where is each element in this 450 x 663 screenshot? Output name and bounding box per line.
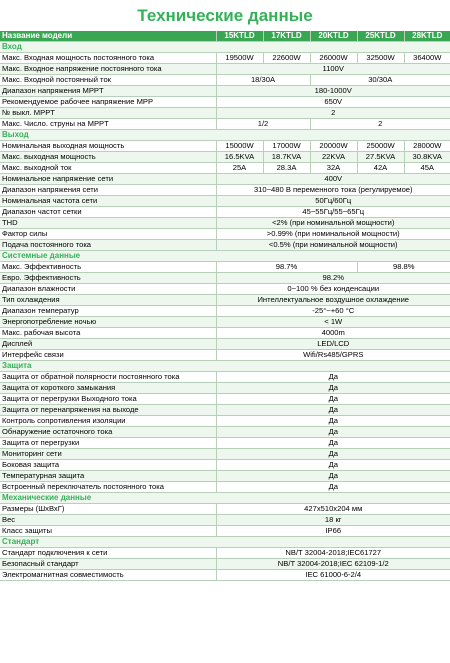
spec-value: 20000W xyxy=(310,141,357,152)
spec-label: Макс. Входная мощность постоянного тока xyxy=(0,53,216,64)
spec-label: THD xyxy=(0,218,216,229)
spec-row xyxy=(0,317,450,328)
spec-label: Диапазон напряжения сети xyxy=(0,185,216,196)
spec-row xyxy=(0,350,450,361)
spec-label: Дисплей xyxy=(0,339,216,350)
spec-row xyxy=(0,427,450,438)
spec-label: Защита от короткого замыкания xyxy=(0,383,216,394)
spec-value: 18.7KVA xyxy=(263,152,310,163)
model-header: 28KTLD xyxy=(404,31,450,42)
spec-row xyxy=(0,460,450,471)
spec-row xyxy=(0,548,450,559)
spec-row xyxy=(0,284,450,295)
spec-row xyxy=(0,141,450,152)
model-header: 25KTLD xyxy=(357,31,404,42)
section-header-row xyxy=(0,42,450,53)
spec-label: Макс. Число. струны на MPPT xyxy=(0,119,216,130)
spec-value: <2% (при номинальной мощности) xyxy=(216,218,450,229)
spec-label: Диапазон влажности xyxy=(0,284,216,295)
section-header-row xyxy=(0,361,450,372)
spec-label: Защита от перегрузки xyxy=(0,438,216,449)
spec-row xyxy=(0,174,450,185)
section-title: Защита xyxy=(0,361,450,372)
spec-label: Защита от перегрузки Выходного тока xyxy=(0,394,216,405)
spec-row xyxy=(0,328,450,339)
spec-label: Электромагнитная совместимость xyxy=(0,570,216,581)
spec-value: Да xyxy=(216,460,450,471)
spec-label: № выкл. MPPT xyxy=(0,108,216,119)
spec-label: Размеры (ШхВхГ) xyxy=(0,504,216,515)
spec-row xyxy=(0,449,450,460)
spec-value: 32A xyxy=(310,163,357,174)
spec-value: 4000m xyxy=(216,328,450,339)
spec-label: Фактор силы xyxy=(0,229,216,240)
spec-label: Встроенный переключатель постоянного тока xyxy=(0,482,216,493)
spec-label: Контроль сопротивления изоляции xyxy=(0,416,216,427)
spec-value: 45~55Гц/55~65Гц xyxy=(216,207,450,218)
spec-value: Да xyxy=(216,471,450,482)
spec-label: Защита от перенапряжения на выходе xyxy=(0,405,216,416)
spec-label: Диапазон частот сетки xyxy=(0,207,216,218)
spec-row xyxy=(0,306,450,317)
spec-value: 30.8KVA xyxy=(404,152,450,163)
spec-value: 32500W xyxy=(357,53,404,64)
section-title: Выход xyxy=(0,130,450,141)
spec-row xyxy=(0,416,450,427)
spec-label: Диапазон температур xyxy=(0,306,216,317)
spec-row xyxy=(0,482,450,493)
page-title: Технические данные xyxy=(137,6,313,25)
spec-value: 36400W xyxy=(404,53,450,64)
spec-value: 18 кг xyxy=(216,515,450,526)
spec-value: 16.5KVA xyxy=(216,152,263,163)
section-title: Механические данные xyxy=(0,493,450,504)
spec-label: Макс. рабочая высота xyxy=(0,328,216,339)
spec-row xyxy=(0,97,450,108)
spec-value: NB/T 32004-2018;IEC 62109-1/2 xyxy=(216,559,450,570)
spec-value: 0~100 % без конденсации xyxy=(216,284,450,295)
spec-label: Интерфейс связи xyxy=(0,350,216,361)
spec-row xyxy=(0,438,450,449)
spec-row xyxy=(0,570,450,581)
spec-label: Макс. Входное напряжение постоянного тока xyxy=(0,64,216,75)
spec-label: Тип охлаждения xyxy=(0,295,216,306)
spec-value: 1/2 xyxy=(216,119,310,130)
spec-value: 22KVA xyxy=(310,152,357,163)
spec-row xyxy=(0,196,450,207)
spec-label: Евро. Эффективность xyxy=(0,273,216,284)
spec-value: Да xyxy=(216,372,450,383)
spec-row xyxy=(0,163,450,174)
section-header-row xyxy=(0,251,450,262)
spec-value: 17000W xyxy=(263,141,310,152)
spec-value: 98.7% xyxy=(216,262,357,273)
spec-value: 2 xyxy=(216,108,450,119)
spec-row xyxy=(0,119,450,130)
spec-value: <0.5% (при номинальной мощности) xyxy=(216,240,450,251)
spec-row xyxy=(0,207,450,218)
spec-value: IP66 xyxy=(216,526,450,537)
model-name-label: Название модели xyxy=(0,31,216,42)
spec-value: Да xyxy=(216,416,450,427)
spec-value: Wifi/Rs485/GPRS xyxy=(216,350,450,361)
spec-label: Защита от обратной полярности постоянного тока xyxy=(0,372,216,383)
spec-label: Макс. выходной ток xyxy=(0,163,216,174)
spec-label: Номинальное напряжение сети xyxy=(0,174,216,185)
spec-row xyxy=(0,64,450,75)
spec-label: Рекомендуемое рабочее напряжение MPP xyxy=(0,97,216,108)
spec-value: 22600W xyxy=(263,53,310,64)
spec-label: Стандарт подключения к сети xyxy=(0,548,216,559)
spec-row xyxy=(0,559,450,570)
spec-value: Да xyxy=(216,427,450,438)
spec-row xyxy=(0,504,450,515)
spec-value: 45A xyxy=(404,163,450,174)
spec-row xyxy=(0,515,450,526)
section-header-row xyxy=(0,493,450,504)
spec-value: 180-1000V xyxy=(216,86,450,97)
spec-label: Температурная защита xyxy=(0,471,216,482)
spec-value: < 1W xyxy=(216,317,450,328)
spec-row xyxy=(0,229,450,240)
spec-value: -25°~+60 °C xyxy=(216,306,450,317)
model-header: 20KTLD xyxy=(310,31,357,42)
spec-value: NB/T 32004-2018;IEC61727 xyxy=(216,548,450,559)
spec-row xyxy=(0,383,450,394)
spec-value: 310~480 В переменного тока (регулируемое) xyxy=(216,185,450,196)
spec-value: 1100V xyxy=(216,64,450,75)
spec-row xyxy=(0,273,450,284)
spec-value: IEC 61000-6-2/4 xyxy=(216,570,450,581)
spec-value: 2 xyxy=(310,119,450,130)
spec-label: Обнаружение остаточного тока xyxy=(0,427,216,438)
spec-value: 26000W xyxy=(310,53,357,64)
spec-value: LED/LCD xyxy=(216,339,450,350)
spec-value: 18/30A xyxy=(216,75,310,86)
spec-label: Боковая защита xyxy=(0,460,216,471)
spec-row xyxy=(0,240,450,251)
model-header: 15KTLD xyxy=(216,31,263,42)
spec-label: Мониторинг сети xyxy=(0,449,216,460)
spec-value: 98.2% xyxy=(216,273,450,284)
spec-label: Номинальная выходная мощность xyxy=(0,141,216,152)
spec-label: Диапазон напряжения MPPT xyxy=(0,86,216,97)
model-header: 17KTLD xyxy=(263,31,310,42)
spec-value: 650V xyxy=(216,97,450,108)
spec-value: >0.99% (при номинальной мощности) xyxy=(216,229,450,240)
spec-row xyxy=(0,394,450,405)
spec-value: 27.5KVA xyxy=(357,152,404,163)
spec-value: 98.8% xyxy=(357,262,450,273)
spec-row xyxy=(0,295,450,306)
spec-label: Номинальная частота сети xyxy=(0,196,216,207)
spec-row xyxy=(0,372,450,383)
spec-value: 28000W xyxy=(404,141,450,152)
spec-row xyxy=(0,471,450,482)
spec-row xyxy=(0,339,450,350)
spec-value: Да xyxy=(216,383,450,394)
spec-label: Макс. выходная мощность xyxy=(0,152,216,163)
spec-label: Класс защиты xyxy=(0,526,216,537)
spec-label: Макс. Входной постоянный ток xyxy=(0,75,216,86)
spec-value: 28.3A xyxy=(263,163,310,174)
spec-value: 30/30A xyxy=(310,75,450,86)
spec-value: 42A xyxy=(357,163,404,174)
spec-value: 427x510x204 мм xyxy=(216,504,450,515)
spec-value: Да xyxy=(216,405,450,416)
spec-row xyxy=(0,185,450,196)
spec-value: 19500W xyxy=(216,53,263,64)
spec-label: Вес xyxy=(0,515,216,526)
spec-table xyxy=(0,31,450,581)
spec-row xyxy=(0,152,450,163)
spec-value: 15000W xyxy=(216,141,263,152)
spec-label: Макс. Эффективность xyxy=(0,262,216,273)
spec-label: Энергопотребление ночью xyxy=(0,317,216,328)
header-row xyxy=(0,31,450,42)
spec-row xyxy=(0,75,450,86)
spec-value: 50Гц/60Гц xyxy=(216,196,450,207)
spec-row xyxy=(0,108,450,119)
spec-row xyxy=(0,526,450,537)
section-header-row xyxy=(0,130,450,141)
spec-value: 400V xyxy=(216,174,450,185)
spec-value: Да xyxy=(216,482,450,493)
spec-value: 25A xyxy=(216,163,263,174)
spec-value: 25000W xyxy=(357,141,404,152)
spec-row xyxy=(0,86,450,97)
spec-value: Да xyxy=(216,449,450,460)
section-title: Системные данные xyxy=(0,251,450,262)
spec-value: Да xyxy=(216,394,450,405)
section-header-row xyxy=(0,537,450,548)
spec-value: Да xyxy=(216,438,450,449)
section-title: Стандарт xyxy=(0,537,450,548)
spec-label: Подача постоянного тока xyxy=(0,240,216,251)
spec-value: Интеллектуальное воздушное охлаждение xyxy=(216,295,450,306)
spec-row xyxy=(0,218,450,229)
spec-row xyxy=(0,405,450,416)
spec-row xyxy=(0,262,450,273)
spec-row xyxy=(0,53,450,64)
section-title: Вход xyxy=(0,42,450,53)
spec-label: Безопасный стандарт xyxy=(0,559,216,570)
